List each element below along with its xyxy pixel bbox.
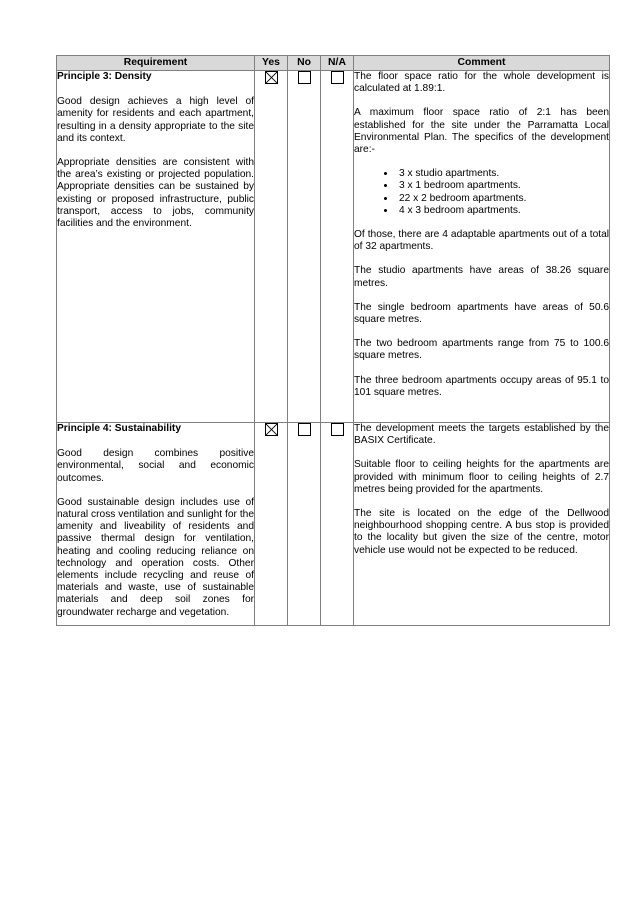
comment-paragraph: Of those, there are 4 adaptable apartments out of a total of 32 apartments.: [354, 229, 609, 253]
requirement-paragraph: Good design combines positive environmental, social and economic outcomes.: [57, 448, 254, 484]
principle-heading: Principle 3: Density: [57, 71, 152, 82]
checked-cross-icon: [266, 424, 277, 435]
na-cell: [321, 423, 354, 626]
comment-paragraph: The three bedroom apartments occupy areas of 95.1 to 101 square metres.: [354, 374, 609, 398]
principle-heading: Principle 4: Sustainability: [57, 423, 181, 434]
yes-checkbox[interactable]: [265, 423, 278, 436]
requirement-header: Requirement: [57, 56, 255, 71]
list-item: • 3 x studio apartments.: [396, 168, 609, 180]
na-header: N/A: [321, 56, 354, 71]
no-checkbox[interactable]: [298, 71, 311, 84]
comment-paragraph: The two bedroom apartments range from 75 to 100.6 square metres.: [354, 338, 609, 362]
list-item: • 22 x 2 bedroom apartments.: [396, 193, 609, 205]
requirement-cell: [57, 423, 255, 626]
comment-paragraph: The single bedroom apartments have areas of 50.6 square metres.: [354, 301, 609, 326]
comment-paragraph: Suitable floor to ceiling heights for the apartments are provided with minimum floor to ceiling heights of 2.7 metres being provided for the apartments.: [354, 459, 609, 495]
table-row: [57, 71, 610, 423]
na-cell: [321, 71, 354, 423]
requirement-paragraph: Good sustainable design includes use of natural cross ventilation and sunlight for the amenity and liveability of residents and passive thermal design for ventilation, heating and cooling reducing reliance on technology and operation costs. Other elements include recycling and reuse of materials and waste, use of sustainable materials and deep soil zones for groundwater recharge and vegetation.: [57, 496, 254, 618]
na-checkbox[interactable]: [331, 71, 344, 84]
no-checkbox[interactable]: [298, 423, 311, 436]
apartment-mix-list: [354, 168, 609, 217]
comment-paragraph: The site is located on the edge of the Dellwood neighbourhood shopping centre. A bus stop is provided to the locality but given the size of the centre, motor vehicle use would not be expected to be reduced.: [354, 508, 609, 556]
na-checkbox[interactable]: [331, 423, 344, 436]
table-header-row: [57, 56, 610, 71]
comment-paragraph: The floor space ratio for the whole development is calculated at 1.89:1.: [354, 71, 609, 95]
yes-checkbox[interactable]: [265, 71, 278, 84]
requirement-cell: [57, 71, 255, 423]
checked-cross-icon: [266, 72, 277, 83]
no-header: No: [288, 56, 321, 71]
requirement-paragraph: Good design achieves a high level of amenity for residents and each apartment, resulting in a density appropriate to the site and its context.: [57, 96, 254, 144]
no-cell: [288, 423, 321, 626]
yes-cell: [255, 71, 288, 423]
table-row: [57, 423, 610, 626]
yes-header: Yes: [255, 56, 288, 71]
list-item: • 4 x 3 bedroom apartments.: [396, 205, 609, 217]
compliance-table: [56, 55, 610, 626]
comment-paragraph: A maximum floor space ratio of 2:1 has been established for the site under the Parramatta Local Environmental Plan. The specifics of the development are:-: [354, 107, 609, 156]
comment-paragraph: The studio apartments have areas of 38.26 square metres.: [354, 265, 609, 289]
comment-cell: [354, 423, 610, 626]
requirement-paragraph: Appropriate densities are consistent with the area’s existing or projected population. Appropriate densities can be sustained by existing or proposed infrastructure, public transport, access to jobs, community facilities and the environment.: [57, 157, 254, 230]
no-cell: [288, 71, 321, 423]
comment-header: Comment: [354, 56, 610, 71]
comment-cell: [354, 71, 610, 423]
yes-cell: [255, 423, 288, 626]
list-item: • 3 x 1 bedroom apartments.: [396, 180, 609, 192]
comment-paragraph: The development meets the targets established by the BASIX Certificate.: [354, 423, 609, 447]
